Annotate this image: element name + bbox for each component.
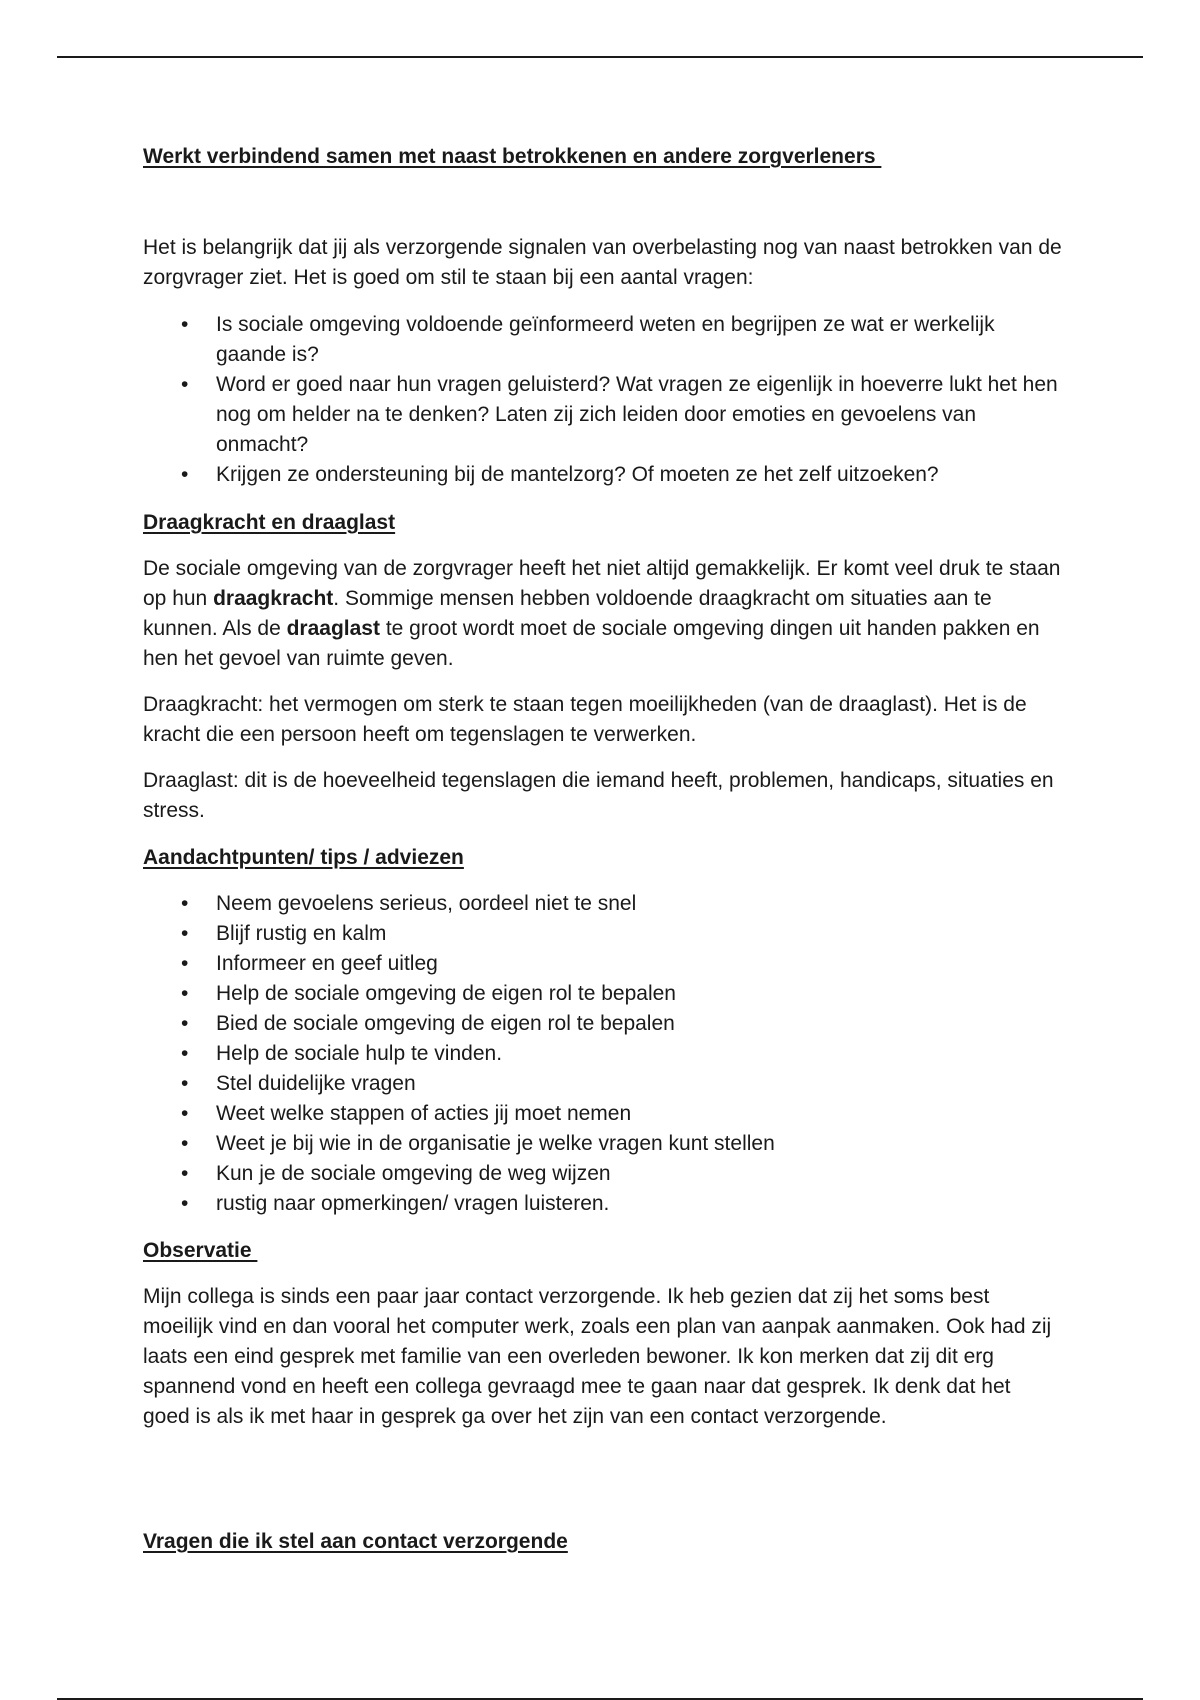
list-item bbox=[143, 370, 1063, 460]
text-run: De sociale omgeving van de zorgvrager heeft het niet altijd gemakkelijk. Er komt veel druk te staan op hun bbox=[143, 557, 1061, 610]
text-run: . Sommige mensen hebben voldoende draagkracht om situaties aan te kunnen. Als de bbox=[143, 587, 992, 640]
bullet-icon: • bbox=[181, 922, 189, 945]
question-list bbox=[143, 310, 1063, 490]
intro-text: Het is belangrijk dat jij als verzorgende signalen van overbelasting nog van naast betrokken van de zorgvrager ziet. Het is goed om stil te staan bij een aantal vragen: bbox=[143, 236, 1062, 289]
list-item bbox=[143, 1069, 1063, 1099]
list-item-text: Help de sociale omgeving de eigen rol te bepalen bbox=[216, 982, 676, 1005]
list-item-text: Weet welke stappen of acties jij moet nemen bbox=[216, 1102, 632, 1125]
draagkracht-text bbox=[143, 554, 1063, 674]
definition-draaglast bbox=[143, 766, 1063, 826]
bullet-icon: • bbox=[181, 1162, 189, 1185]
bullet-icon: • bbox=[181, 1072, 189, 1095]
draagkracht-paragraph bbox=[143, 554, 1063, 674]
bullet-icon: • bbox=[181, 1042, 189, 1065]
section-heading-samenwerken: Werkt verbindend samen met naast betrokkenen en andere zorgverleners bbox=[143, 145, 882, 168]
list-item bbox=[143, 1039, 1063, 1069]
definition-draaglast-text: Draaglast: dit is de hoeveelheid tegenslagen die iemand heeft, problemen, handicaps, situaties en stress. bbox=[143, 769, 1054, 822]
bullet-icon: • bbox=[181, 952, 189, 975]
list-item-text: Informeer en geef uitleg bbox=[216, 952, 438, 975]
list-item bbox=[143, 889, 1063, 919]
list-item-text: Weet je bij wie in de organisatie je welke vragen kunt stellen bbox=[216, 1132, 775, 1155]
list-item bbox=[143, 1099, 1063, 1129]
bullet-icon: • bbox=[181, 1102, 189, 1125]
definition-draagkracht-text: Draagkracht: het vermogen om sterk te staan tegen moeilijkheden (van de draaglast). Het is de kracht die een persoon heeft om tegenslagen te verwerken. bbox=[143, 693, 1027, 746]
list-item bbox=[143, 979, 1063, 1009]
section-heading-tips: Aandachtpunten/ tips / adviezen bbox=[143, 846, 464, 869]
section-heading-vragen: Vragen die ik stel aan contact verzorgende bbox=[143, 1530, 568, 1553]
tips-list bbox=[143, 889, 1063, 1219]
bullet-icon: • bbox=[181, 313, 189, 336]
list-item-text: Blijf rustig en kalm bbox=[216, 922, 387, 945]
bullet-icon: • bbox=[181, 1012, 189, 1035]
section-heading-draagkracht: Draagkracht en draaglast bbox=[143, 511, 396, 534]
text-run: te groot wordt moet de sociale omgeving dingen uit handen pakken en hen het gevoel van ruimte geven. bbox=[143, 617, 1040, 670]
list-item bbox=[143, 460, 1063, 490]
list-item-text: Bied de sociale omgeving de eigen rol te bepalen bbox=[216, 1012, 675, 1035]
list-item bbox=[143, 919, 1063, 949]
bullet-icon: • bbox=[181, 1192, 189, 1215]
list-item bbox=[143, 1009, 1063, 1039]
observatie-text: Mijn collega is sinds een paar jaar contact verzorgende. Ik heb gezien dat zij het soms best moeilijk vind en dan vooral het computer werk, zoals een plan van aanpak aanmaken. Ook had zij laats een eind gesprek met familie van een overleden bewoner. Ik kon merken dat zij dit erg spannend vond en heeft een collega gevraagd mee te gaan naar dat gesprek. Ik denk dat het goed is als ik met haar in gesprek ga over het zijn van een contact verzorgende. bbox=[143, 1285, 1052, 1428]
list-item bbox=[143, 310, 1063, 370]
list-item-text: rustig naar opmerkingen/ vragen luisteren. bbox=[216, 1192, 610, 1215]
bullet-icon: • bbox=[181, 373, 189, 396]
list-item-text: Help de sociale hulp te vinden. bbox=[216, 1042, 503, 1065]
list-item-text: Is sociale omgeving voldoende geïnformeerd weten en begrijpen ze wat er werkelijk gaande is? bbox=[216, 313, 995, 366]
list-item-text: Kun je de sociale omgeving de weg wijzen bbox=[216, 1162, 611, 1185]
intro-paragraph bbox=[143, 233, 1063, 293]
list-item-text: Word er goed naar hun vragen geluisterd? Wat vragen ze eigenlijk in hoeverre lukt het hen nog om helder na te denken? Laten zij zich leiden door emoties en gevoelens van onmacht? bbox=[216, 373, 1058, 456]
section-heading-observatie: Observatie bbox=[143, 1239, 258, 1262]
list-item bbox=[143, 1159, 1063, 1189]
observatie-paragraph bbox=[143, 1282, 1063, 1432]
bullet-icon: • bbox=[181, 1132, 189, 1155]
list-item-text: Krijgen ze ondersteuning bij de mantelzorg? Of moeten ze het zelf uitzoeken? bbox=[216, 463, 939, 486]
bullet-icon: • bbox=[181, 982, 189, 1005]
bullet-icon: • bbox=[181, 463, 189, 486]
bullet-icon: • bbox=[181, 892, 189, 915]
list-item bbox=[143, 949, 1063, 979]
definition-draagkracht bbox=[143, 690, 1063, 750]
list-item-text: Neem gevoelens serieus, oordeel niet te snel bbox=[216, 892, 637, 915]
term-draaglast: draaglast bbox=[286, 617, 380, 640]
top-rule bbox=[57, 56, 1143, 58]
list-item-text: Stel duidelijke vragen bbox=[216, 1072, 416, 1095]
term-draagkracht: draagkracht bbox=[213, 587, 334, 610]
list-item bbox=[143, 1129, 1063, 1159]
list-item bbox=[143, 1189, 1063, 1219]
